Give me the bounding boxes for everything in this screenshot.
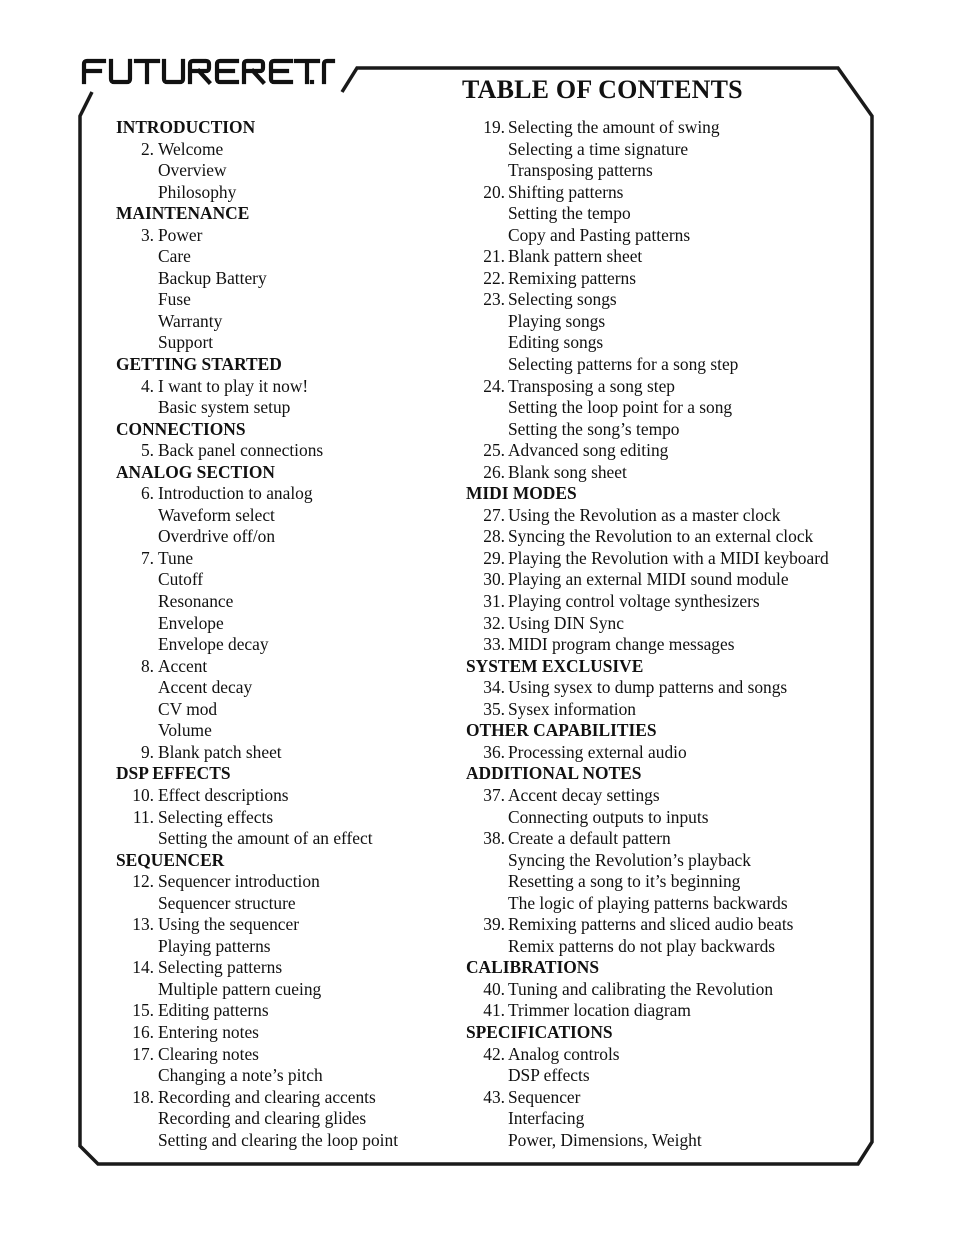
toc-entry-title: Clearing notes [158, 1043, 259, 1064]
toc-entry-title: Connecting outputs to inputs [508, 806, 709, 827]
futureretro-logo [80, 52, 342, 88]
toc-page-number: 42. [483, 1043, 505, 1064]
toc-page-number: 43. [483, 1086, 505, 1107]
toc-page-number: 15. [132, 1000, 154, 1021]
toc-entry [466, 332, 866, 354]
toc-entry [116, 828, 456, 850]
toc-page-number: 13. [132, 914, 154, 935]
toc-section-heading: OTHER CAPABILITIES [466, 720, 657, 741]
toc-entry-title: Welcome [158, 138, 224, 159]
toc-entry [116, 1044, 456, 1066]
toc-entry-title: Support [158, 332, 214, 353]
toc-page-number: 11. [132, 806, 154, 827]
toc-entry-title: Resetting a song to it’s beginning [508, 871, 741, 892]
toc-entry-title: Warranty [158, 310, 223, 331]
toc-entry-title: Effect descriptions [158, 784, 289, 805]
toc-entry-title: I want to play it now! [158, 375, 309, 396]
toc-entry [116, 376, 456, 398]
toc-entry-title: Trimmer location diagram [508, 1000, 691, 1021]
toc-entry-title: Volume [158, 720, 212, 741]
toc-entry-title: Tuning and calibrating the Revolution [508, 978, 774, 999]
toc-entry [466, 117, 866, 139]
toc-entry [466, 1130, 866, 1152]
toc-entry [116, 1130, 456, 1152]
toc-entry [116, 268, 456, 290]
toc-entry-title: Blank patch sheet [158, 741, 282, 762]
toc-page-number: 23. [483, 289, 505, 310]
toc-entry [116, 785, 456, 807]
toc-entry-title: Sequencer structure [158, 892, 296, 913]
toc-entry [466, 1044, 866, 1066]
toc-entry [116, 1022, 456, 1044]
toc-section-heading: DSP EFFECTS [116, 763, 231, 784]
toc-entry-title: Playing an external MIDI sound module [508, 569, 789, 590]
toc-page-number: 26. [483, 461, 505, 482]
toc-entry [116, 526, 456, 548]
toc-page-number: 10. [132, 784, 154, 805]
toc-page-number: 37. [483, 784, 505, 805]
toc-page-number: 4. [140, 375, 154, 396]
toc-entry [116, 871, 456, 893]
toc-page-number: 9. [140, 741, 154, 762]
toc-entry [116, 1108, 456, 1130]
toc-entry-title: Sequencer [508, 1086, 581, 1107]
toc-entry-title: Entering notes [158, 1021, 259, 1042]
toc-entry-title: Transposing patterns [508, 160, 653, 181]
toc-entry [466, 893, 866, 915]
toc-entry [116, 505, 456, 527]
toc-entry-title: Analog controls [508, 1043, 620, 1064]
toc-entry-title: Introduction to analog [158, 483, 313, 504]
toc-entry [116, 246, 456, 268]
toc-entry-title: Recording and clearing glides [158, 1108, 367, 1129]
toc-entry-title: Syncing the Revolution’s playback [508, 849, 751, 870]
toc-entry-title: Advanced song editing [508, 440, 669, 461]
toc-page-number: 36. [483, 741, 505, 762]
toc-section-heading: SPECIFICATIONS [466, 1021, 613, 1042]
toc-entry-title: Using the sequencer [158, 914, 300, 935]
toc-section-heading: GETTING STARTED [116, 354, 282, 375]
toc-entry-title: Sysex information [508, 698, 637, 719]
toc-entry-title: Syncing the Revolution to an external clock [508, 526, 814, 547]
page-title: TABLE OF CONTENTS [462, 75, 743, 104]
toc-page-number: 31. [483, 591, 505, 612]
toc-entry [466, 376, 866, 398]
toc-entry [116, 656, 456, 678]
toc-entry-title: Playing patterns [158, 935, 271, 956]
toc-entry [116, 979, 456, 1001]
toc-entry-title: Selecting the amount of swing [508, 117, 720, 137]
toc-page-number: 33. [483, 634, 505, 655]
toc-entry [466, 182, 866, 204]
toc-entry-title: Selecting patterns [158, 957, 283, 978]
toc-page-number: 34. [483, 677, 505, 698]
toc-entry [466, 225, 866, 247]
toc-entry [466, 591, 866, 613]
toc-entry [466, 569, 866, 591]
toc-entry-title: Using the Revolution as a master clock [508, 504, 781, 525]
toc-entry [116, 1000, 456, 1022]
toc-entry-title: Tune [158, 547, 194, 568]
toc-page-number: 28. [483, 526, 505, 547]
toc-entry-title: Overview [158, 160, 227, 181]
toc-entry [116, 160, 456, 182]
toc-entry [466, 828, 866, 850]
toc-entry [466, 785, 866, 807]
toc-page-number: 17. [132, 1043, 154, 1064]
toc-entry [116, 742, 456, 764]
toc-page-number: 3. [140, 224, 154, 245]
toc-entry-title: Waveform select [158, 504, 275, 525]
toc-entry [466, 462, 866, 484]
toc-entry [116, 225, 456, 247]
toc-entry-title: Selecting effects [158, 806, 274, 827]
toc-section-heading: ANALOG SECTION [116, 461, 275, 482]
toc-entry-title: Care [158, 246, 191, 267]
toc-page-number: 27. [483, 504, 505, 525]
toc-entry-title: Cutoff [158, 569, 204, 590]
toc-entry [466, 699, 866, 721]
toc-page-number: 18. [132, 1086, 154, 1107]
toc-entry-title: Accent decay settings [508, 784, 660, 805]
toc-page-number: 41. [483, 1000, 505, 1021]
toc-entry [466, 203, 866, 225]
toc-section-heading: CALIBRATIONS [466, 957, 600, 978]
toc-entry [116, 548, 456, 570]
toc-page-number: 20. [483, 181, 505, 202]
toc-entry-title: Processing external audio [508, 741, 687, 762]
toc-entry-title: Shifting patterns [508, 181, 624, 202]
toc-entry-title: Editing songs [508, 332, 604, 353]
toc-entry-title: Using sysex to dump patterns and songs [508, 677, 788, 698]
toc-entry [116, 634, 456, 656]
toc-entry [466, 160, 866, 182]
toc-section-heading: MIDI MODES [466, 483, 577, 504]
toc-page-number: 7. [140, 547, 154, 568]
toc-entry-title: Blank song sheet [508, 461, 627, 482]
toc-entry-title: Playing songs [508, 310, 606, 331]
toc-entry-title: DSP effects [508, 1065, 590, 1086]
toc-entry-title: Playing control voltage synthesizers [508, 591, 760, 612]
toc-entry [466, 634, 866, 656]
toc-entry [466, 354, 866, 376]
toc-entry [466, 742, 866, 764]
toc-entry-title: Overdrive off/on [158, 526, 276, 547]
toc-page-number: 19. [483, 117, 505, 137]
toc-entry [466, 505, 866, 527]
toc-entry-title: Interfacing [508, 1108, 585, 1129]
toc-page-number: 39. [483, 914, 505, 935]
toc-entry [466, 419, 866, 441]
toc-entry [116, 677, 456, 699]
toc-page-number: 22. [483, 267, 505, 288]
toc-entry [466, 139, 866, 161]
toc-entry [116, 1065, 456, 1087]
toc-entry-title: Selecting a time signature [508, 138, 689, 159]
toc-entry [466, 914, 866, 936]
toc-page-number: 29. [483, 547, 505, 568]
toc-entry [116, 699, 456, 721]
toc-entry-title: Selecting patterns for a song step [508, 354, 739, 375]
toc-entry [116, 182, 456, 204]
toc-entry-title: Power [158, 224, 203, 245]
toc-entry [116, 483, 456, 505]
toc-entry [116, 807, 456, 829]
toc-section-heading: CONNECTIONS [116, 418, 246, 439]
toc-entry-title: Remixing patterns and sliced audio beats [508, 914, 794, 935]
toc-entry [466, 268, 866, 290]
toc-entry-title: Resonance [158, 591, 234, 612]
toc-entry-title: Selecting songs [508, 289, 617, 310]
toc-section-heading: ADDITIONAL NOTES [466, 763, 642, 784]
toc-page-number: 21. [483, 246, 505, 267]
toc-entry-title: MIDI program change messages [508, 634, 735, 655]
toc-page-number: 12. [132, 871, 154, 892]
toc-entry-title: Setting and clearing the loop point [158, 1129, 399, 1150]
toc-page-number: 40. [483, 978, 505, 999]
toc-entry [466, 246, 866, 268]
toc-page-number: 14. [132, 957, 154, 978]
toc-entry-title: Setting the loop point for a song [508, 397, 733, 418]
toc-entry-title: Envelope decay [158, 634, 269, 655]
toc-entry-title: Setting the amount of an effect [158, 828, 373, 849]
toc-page-number: 5. [140, 440, 154, 461]
toc-entry [466, 1000, 866, 1022]
toc-entry [116, 720, 456, 742]
toc-entry [116, 893, 456, 915]
toc-entry [466, 548, 866, 570]
toc-entry-title: Create a default pattern [508, 828, 671, 849]
toc-entry-title: Copy and Pasting patterns [508, 224, 691, 245]
toc-page-number: 16. [132, 1021, 154, 1042]
toc-entry [466, 526, 866, 548]
toc-page-number: 35. [483, 698, 505, 719]
toc-entry [466, 613, 866, 635]
toc-entry [116, 311, 456, 333]
toc-entry [466, 936, 866, 958]
toc-entry [116, 440, 456, 462]
toc-left-column [116, 117, 456, 1151]
toc-entry [466, 289, 866, 311]
toc-entry-title: Philosophy [158, 181, 237, 202]
toc-entry [466, 311, 866, 333]
toc-section-heading: INTRODUCTION [116, 117, 256, 137]
toc-entry-title: Back panel connections [158, 440, 324, 461]
toc-entry [116, 569, 456, 591]
toc-entry-title: Setting the tempo [508, 203, 631, 224]
toc-page-number: 38. [483, 828, 505, 849]
toc-entry [466, 440, 866, 462]
toc-entry [116, 139, 456, 161]
toc-entry [116, 914, 456, 936]
toc-page-number: 6. [140, 483, 154, 504]
toc-entry-title: Remix patterns do not play backwards [508, 935, 776, 956]
toc-entry [116, 289, 456, 311]
toc-entry-title: Changing a note’s pitch [158, 1065, 323, 1086]
toc-entry [466, 1108, 866, 1130]
toc-entry [466, 979, 866, 1001]
toc-entry [466, 1065, 866, 1087]
toc-entry-title: Setting the song’s tempo [508, 418, 680, 439]
toc-entry-title: Recording and clearing accents [158, 1086, 376, 1107]
toc-entry [116, 957, 456, 979]
toc-entry-title: Power, Dimensions, Weight [508, 1129, 702, 1150]
toc-entry-title: Playing the Revolution with a MIDI keyboard [508, 547, 829, 568]
toc-entry-title: Accent decay [158, 677, 253, 698]
toc-page-number: 30. [483, 569, 505, 590]
toc-entry [116, 591, 456, 613]
toc-entry [466, 677, 866, 699]
toc-right-column [466, 117, 866, 1151]
toc-entry [116, 613, 456, 635]
toc-page-number: 24. [483, 375, 505, 396]
toc-entry-title: Sequencer introduction [158, 871, 320, 892]
toc-entry-title: Backup Battery [158, 267, 267, 288]
toc-entry [116, 1087, 456, 1109]
toc-entry-title: Using DIN Sync [508, 612, 624, 633]
toc-entry-title: Basic system setup [158, 397, 291, 418]
toc-entry-title: Editing patterns [158, 1000, 269, 1021]
toc-entry [116, 936, 456, 958]
toc-entry [466, 1087, 866, 1109]
toc-entry-title: Remixing patterns [508, 267, 636, 288]
toc-entry-title: Blank pattern sheet [508, 246, 643, 267]
toc-entry [466, 871, 866, 893]
toc-entry [466, 397, 866, 419]
toc-section-heading: SYSTEM EXCLUSIVE [466, 655, 644, 676]
toc-page-number: 2. [140, 138, 154, 159]
toc-entry-title: Multiple pattern cueing [158, 978, 322, 999]
toc-page-number: 32. [483, 612, 505, 633]
toc-entry [116, 397, 456, 419]
toc-page-number: 25. [483, 440, 505, 461]
toc-entry-title: Transposing a song step [508, 375, 675, 396]
toc-entry-title: Accent [158, 655, 208, 676]
toc-entry [116, 332, 456, 354]
toc-entry-title: CV mod [158, 698, 218, 719]
toc-section-heading: SEQUENCER [116, 849, 225, 870]
toc-entry-title: The logic of playing patterns backwards [508, 892, 788, 913]
toc-entry-title: Fuse [158, 289, 191, 310]
toc-entry [466, 807, 866, 829]
toc-page-number: 8. [140, 655, 154, 676]
toc-entry-title: Envelope [158, 612, 224, 633]
toc-entry [466, 850, 866, 872]
toc-section-heading: MAINTENANCE [116, 203, 250, 224]
